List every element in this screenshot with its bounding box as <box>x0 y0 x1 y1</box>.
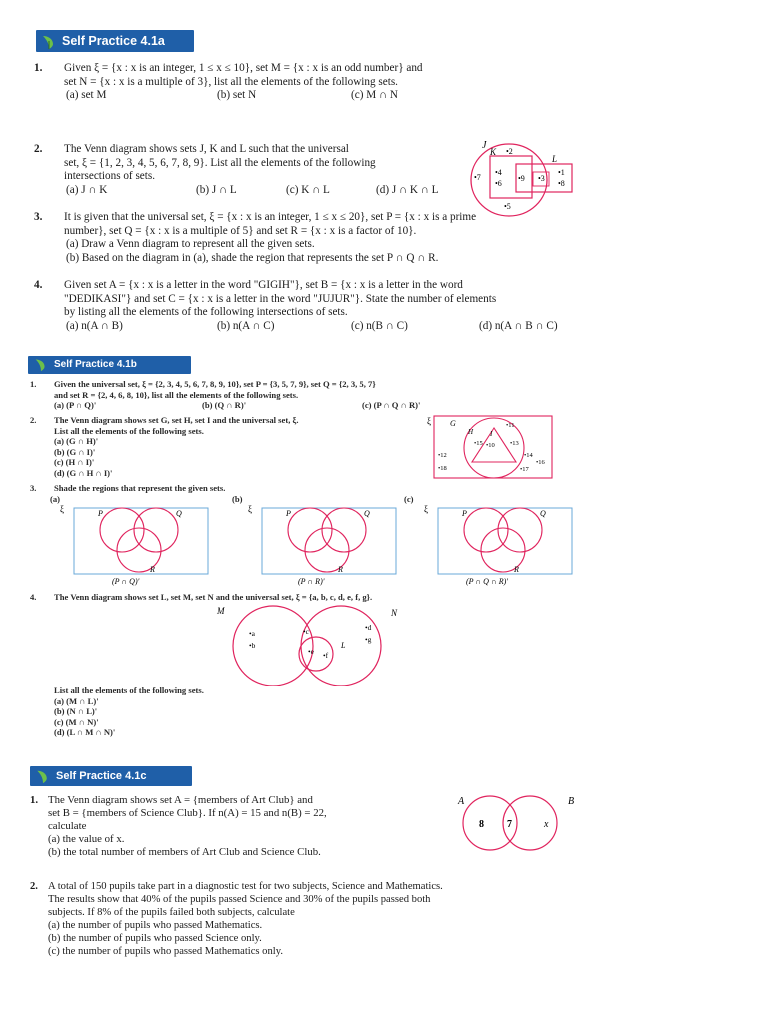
universal-symbol: ξ <box>427 416 432 426</box>
question-text: The Venn diagram shows set L, set M, set N and the universal set, ξ = {a, b, c, d, e, f, g}. <box>54 592 373 602</box>
part-a: (a) the value of x. <box>48 833 125 845</box>
part-c: (c) M ∩ N <box>351 89 398 101</box>
part-c: (c) (M ∩ N)' <box>54 716 99 727</box>
part-b: (b) (N ∩ L)' <box>54 706 98 716</box>
question-2 <box>34 143 464 198</box>
question-text: calculate <box>48 820 87 832</box>
part-label: (c) <box>404 494 414 504</box>
set-label-i: I <box>490 430 493 438</box>
element: •g <box>365 635 372 644</box>
question-text: set N = {x : x is a multiple of 3}, list all the elements of the following sets. <box>64 75 398 88</box>
question-number: 3. <box>30 483 37 493</box>
part-a: (a) Draw a Venn diagram to represent all the given sets. <box>66 238 315 250</box>
question-text: Given the universal set, ξ = {2, 3, 4, 5, 6, 7, 8, 9, 10}, set P = {3, 5, 7, 9}, set Q = {2, 3, 5, 7} <box>54 379 376 389</box>
element: •6 <box>495 179 502 188</box>
set-label-q: Q <box>176 509 182 518</box>
part-c: (c) (H ∩ I)' <box>54 457 95 467</box>
element: •e <box>308 647 314 656</box>
question-text: Shade the regions that represent the given sets. <box>54 483 226 493</box>
question-number: 2. <box>30 881 38 892</box>
question-text: Given set A = {x : x is a letter in the word "GIGIH"}, set B = {x : x is a letter in the word <box>64 279 463 291</box>
venn-figure-a <box>50 494 210 586</box>
caption: (P ∩ Q ∩ R)' <box>466 577 508 586</box>
element: •3 <box>538 174 545 183</box>
question-b1 <box>30 379 750 413</box>
set-label-j: J <box>482 140 487 151</box>
section-title: Self Practice 4.1c <box>56 770 147 782</box>
value-7: 7 <box>507 819 512 830</box>
part-a: (a) (P ∩ Q)' <box>54 400 97 410</box>
venn-pqr <box>424 502 574 586</box>
part-b: (b) J ∩ L <box>196 183 237 196</box>
question-number: 2. <box>34 143 43 155</box>
part-c: (c) the number of pupils who passed Mathematics only. <box>48 946 283 957</box>
part-b: (b) the total number of members of Art Club and Science Club. <box>48 846 321 858</box>
section-title: Self Practice 4.1a <box>62 34 165 48</box>
question-text: The Venn diagram shows set A = {members of Art Club} and <box>48 794 313 806</box>
element: •11 <box>506 422 515 429</box>
set-label-m: M <box>217 606 225 616</box>
set-label-p: P <box>286 509 291 518</box>
element: •4 <box>495 168 502 177</box>
element: •f <box>323 651 329 660</box>
question-text: Given ξ = {x : x is an integer, 1 ≤ x ≤ 10}, set M = {x : x is an odd number} and <box>64 62 423 74</box>
part-d: (d) n(A ∩ B ∩ C) <box>479 319 558 332</box>
venn-diagram-lmn <box>205 604 415 686</box>
part-d: (d) (G ∩ H ∩ I)' <box>54 467 113 478</box>
question-text: subjects. If 8% of the pupils failed both subjects, calculate <box>48 907 295 918</box>
question-text: It is given that the universal set, ξ = {x : x is an integer, 1 ≤ x ≤ 20}, set P = {x : x is a prime <box>64 211 477 223</box>
element: •14 <box>524 452 533 459</box>
value-8: 8 <box>479 819 484 830</box>
part-a: (a) the number of pupils who passed Mathematics. <box>48 920 263 931</box>
leaf-icon <box>33 356 49 372</box>
element: •15 <box>474 440 483 447</box>
part-d: (d) J ∩ K ∩ L <box>376 183 439 196</box>
caption: (P ∩ Q)' <box>112 577 140 586</box>
question-number: 1. <box>34 62 43 74</box>
set-label-b: B <box>568 796 575 807</box>
question-text: by listing all the elements of the following intersections of sets. <box>64 306 348 318</box>
part-a: (a) (M ∩ L)' <box>54 695 99 706</box>
question-number: 3. <box>34 211 43 223</box>
part-a: (a) n(A ∩ B) <box>66 319 123 332</box>
section-banner-4-1b <box>28 356 191 374</box>
question-c1 <box>30 794 450 864</box>
question-b4-parts <box>30 685 430 741</box>
caption: (P ∩ R)' <box>298 577 325 586</box>
question-text: The results show that 40% of the pupils passed Science and 30% of the pupils passed both <box>48 894 431 905</box>
question-4 <box>34 279 744 337</box>
part-label: (b) <box>232 494 243 504</box>
set-label-k: K <box>490 147 497 157</box>
part-a: (a) J ∩ K <box>66 183 108 196</box>
set-label-l: L <box>552 154 558 164</box>
part-c: (c) K ∩ L <box>286 183 330 196</box>
question-number: 1. <box>30 794 39 806</box>
element: •1 <box>558 168 565 177</box>
element: •7 <box>474 173 481 182</box>
question-text: and set R = {2, 4, 6, 8, 10}, list all the elements of the following sets. <box>54 389 299 400</box>
question-number: 1. <box>30 379 37 389</box>
set-label-q: Q <box>364 509 370 518</box>
part-b: (b) Based on the diagram in (a), shade the region that represents the set P ∩ Q ∩ R. <box>66 251 439 264</box>
question-number: 4. <box>34 279 43 291</box>
question-text: set, ξ = {1, 2, 3, 4, 5, 6, 7, 8, 9}. List all the elements of the following <box>64 156 376 169</box>
value-x: x <box>544 819 549 830</box>
venn-diagram-ab <box>452 792 587 852</box>
set-label-r: R <box>338 565 343 574</box>
set-label-r: R <box>514 565 519 574</box>
part-c: (c) n(B ∩ C) <box>351 319 408 332</box>
section-title: Self Practice 4.1b <box>54 359 137 370</box>
element: •d <box>365 623 372 632</box>
part-a: (a) (G ∩ H)' <box>54 436 99 446</box>
question-number: 4. <box>30 592 37 602</box>
element: •12 <box>438 452 447 459</box>
element: •5 <box>504 202 511 211</box>
question-text: A total of 150 pupils take part in a diagnostic test for two subjects, Science and Mathematics. <box>48 881 443 892</box>
part-label: (a) <box>50 494 61 504</box>
universal-symbol: ξ <box>248 504 253 514</box>
venn-pqr <box>248 502 398 586</box>
element: •a <box>249 629 255 638</box>
question-b4 <box>30 592 750 604</box>
question-3 <box>34 211 744 266</box>
venn-diagram-jkl <box>462 138 582 220</box>
question-1 <box>34 62 734 107</box>
element: •2 <box>506 147 513 156</box>
section-banner-4-1c <box>30 766 192 786</box>
set-label-q: Q <box>540 509 546 518</box>
venn-pqr <box>60 502 210 586</box>
universal-symbol: ξ <box>424 504 429 514</box>
element: •16 <box>536 459 545 466</box>
part-b: (b) set N <box>217 89 257 101</box>
part-b: (b) (G ∩ I)' <box>54 446 96 457</box>
question-text: List all the elements of the following sets. <box>54 685 204 695</box>
set-label-g: G <box>450 419 456 428</box>
part-a: (a) set M <box>66 89 107 101</box>
universal-symbol: ξ <box>60 504 65 514</box>
element: •17 <box>520 466 529 473</box>
element: •18 <box>438 465 447 472</box>
question-text: List all the elements of the following sets. <box>54 425 204 436</box>
venn-figure-b <box>232 494 412 586</box>
element: •8 <box>558 179 565 188</box>
leaf-icon <box>35 767 51 784</box>
part-b: (b) n(A ∩ C) <box>217 319 275 332</box>
part-b: (b) the number of pupils who passed Science only. <box>48 933 262 944</box>
venn-figure-c <box>404 494 584 586</box>
leaf-icon <box>41 32 57 50</box>
question-c2 <box>30 880 750 962</box>
question-text: intersections of sets. <box>64 170 156 182</box>
venn-diagram-ghi <box>424 414 554 480</box>
set-label-a: A <box>458 796 465 807</box>
set-label-l: L <box>341 641 346 650</box>
element: •13 <box>510 440 519 447</box>
element: •b <box>249 641 256 650</box>
question-b2 <box>30 415 430 478</box>
set-label-h: H <box>468 428 474 436</box>
part-d: (d) (L ∩ M ∩ N)' <box>54 727 116 737</box>
set-label-n: N <box>391 608 398 618</box>
question-text: The Venn diagram shows sets J, K and L such that the universal <box>64 143 349 155</box>
set-label-p: P <box>98 509 103 518</box>
question-text: set B = {members of Science Club}. If n(A) = 15 and n(B) = 22, <box>48 807 327 819</box>
part-c: (c) (P ∩ Q ∩ R)' <box>362 400 421 410</box>
set-label-p: P <box>462 509 467 518</box>
question-number: 2. <box>30 415 37 425</box>
set-label-r: R <box>150 565 155 574</box>
section-banner-4-1a <box>36 30 194 52</box>
part-b: (b) (Q ∩ R)' <box>202 400 247 410</box>
element: •10 <box>486 442 495 449</box>
element: •9 <box>518 174 525 183</box>
question-text: The Venn diagram shows set G, set H, set I and the universal set, ξ. <box>54 415 299 425</box>
question-text: number}, set Q = {x : x is a multiple of 5} and set R = {x : x is a factor of 10}. <box>64 224 417 237</box>
question-text: "DEDIKASI"} and set C = {x : x is a letter in the word "JUJUR"}. State the number of elements <box>64 292 497 305</box>
element: •c <box>303 627 309 636</box>
